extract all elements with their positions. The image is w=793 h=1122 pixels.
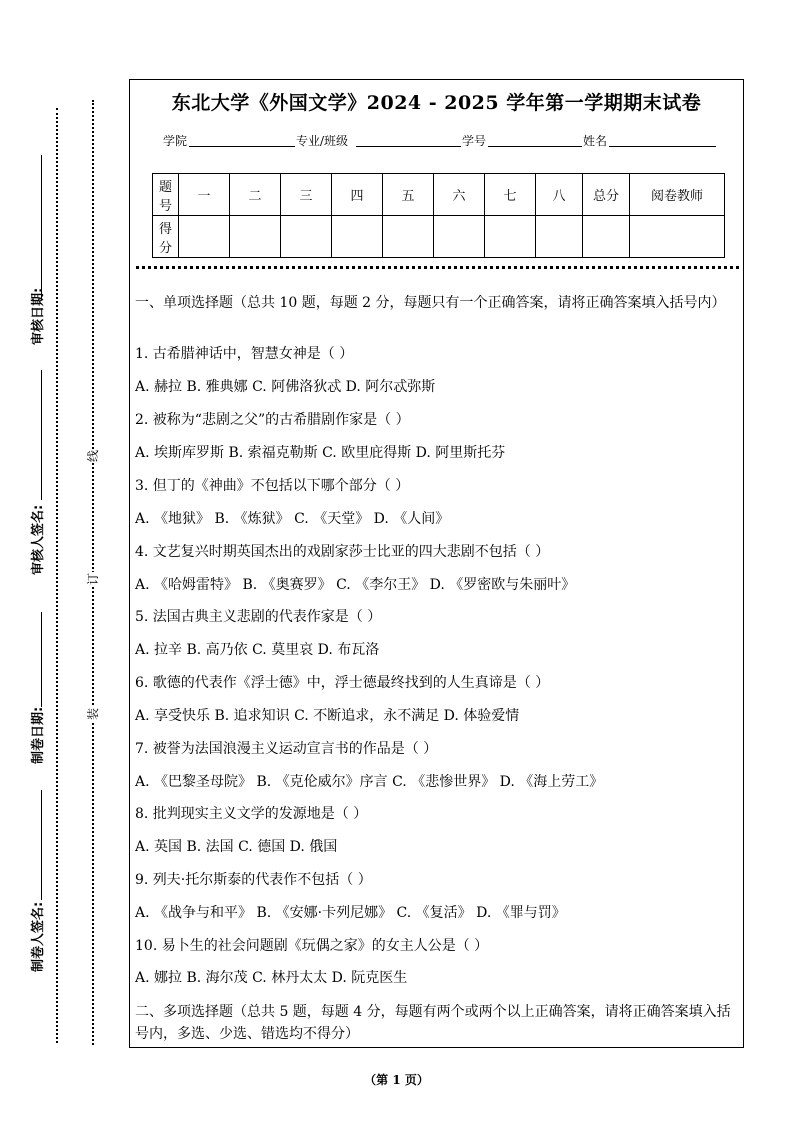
question-4: 4. 文艺复兴时期英国杰出的戏剧家莎士比亚的四大悲剧不包括（ ） xyxy=(135,544,550,560)
page-number: （第 1 页） xyxy=(364,1073,429,1087)
field-name-label: 姓名 xyxy=(583,134,608,148)
field-college-label: 学院 xyxy=(163,134,188,148)
exam-title: 东北大学《外国文学》2024 - 2025 学年第一学期期末试卷 xyxy=(171,92,702,114)
options-5: A. 拉辛 B. 高乃依 C. 莫里哀 D. 布瓦洛 xyxy=(135,642,380,658)
sign-line-make-date xyxy=(41,612,42,707)
sign-line-review-date xyxy=(41,155,42,300)
question-3: 3. 但丁的《神曲》不包括以下哪个部分（ ） xyxy=(135,478,410,494)
score-input-cell[interactable] xyxy=(281,216,332,258)
score-table xyxy=(152,173,725,258)
options-2: A. 埃斯库罗斯 B. 索福克勒斯 C. 欧里庇得斯 D. 阿里斯托芬 xyxy=(135,445,506,461)
score-input-cell[interactable] xyxy=(434,216,485,258)
score-input-cell[interactable] xyxy=(536,216,583,258)
options-10: A. 娜拉 B. 海尔茂 C. 林丹太太 D. 阮克医生 xyxy=(135,970,408,986)
name-blank[interactable] xyxy=(609,146,716,147)
options-4: A. 《哈姆雷特》 B. 《奥赛罗》 C. 《李尔王》 D. 《罗密欧与朱丽叶》 xyxy=(135,577,576,593)
options-8: A. 英国 B. 法国 C. 德国 D. 俄国 xyxy=(135,839,338,855)
binding-char-xian: 线 xyxy=(86,450,100,463)
options-1: A. 赫拉 B. 雅典娜 C. 阿佛洛狄忒 D. 阿尔忒弥斯 xyxy=(135,379,436,395)
score-cell: 三 xyxy=(281,174,332,216)
score-cell: 二 xyxy=(230,174,281,216)
score-cell-total: 总分 xyxy=(583,174,630,216)
options-9: A. 《战争与和平》 B. 《安娜·卡列尼娜》 C. 《复活》 D. 《罪与罚》 xyxy=(135,905,566,921)
maker-signature-label: 制卷人签名: xyxy=(31,901,46,972)
score-cell: 六 xyxy=(434,174,485,216)
header-separator xyxy=(136,266,739,269)
major-blank[interactable] xyxy=(356,146,461,147)
field-major-label: 专业/班级 xyxy=(296,134,349,148)
options-3: A. 《地狱》 B. 《炼狱》 C. 《天堂》 D. 《人间》 xyxy=(135,511,450,527)
college-blank[interactable] xyxy=(189,146,295,147)
score-input-cell[interactable] xyxy=(630,216,725,258)
score-cell: 七 xyxy=(485,174,536,216)
score-input-cell[interactable] xyxy=(383,216,434,258)
section2-heading: 二、多项选择题（总共 5 题，每题 4 分，每题有两个或两个以上正确答案，请将正确答案填入括号内，多选、少选、错选均不得分） xyxy=(135,1004,731,1042)
question-6: 6. 歌德的代表作《浮士德》中，浮士德最终找到的人生真谛是（ ） xyxy=(135,675,550,691)
question-2: 2. 被称为“悲剧之父”的古希腊剧作家是（ ） xyxy=(135,412,410,428)
reviewer-signature-label: 审核人签名: xyxy=(31,504,46,575)
field-id-label: 学号 xyxy=(462,134,487,148)
score-cell: 四 xyxy=(332,174,383,216)
score-input-cell[interactable] xyxy=(332,216,383,258)
score-input-cell[interactable] xyxy=(485,216,536,258)
question-10: 10. 易卜生的社会问题剧《玩偶之家》的女主人公是（ ） xyxy=(135,938,489,954)
binding-char-ding: 订 xyxy=(86,573,100,586)
score-table-score-row xyxy=(153,216,725,258)
binding-dotted-line xyxy=(56,108,58,1043)
review-date-label: 审核日期: xyxy=(31,287,46,345)
question-9: 9. 列夫·托尔斯泰的代表作不包括（ ） xyxy=(135,872,372,888)
section1-heading: 一、单项选择题（总共 10 题，每题 2 分，每题只有一个正确答案，请将正确答案填入括号内） xyxy=(135,295,726,311)
score-table-header-row xyxy=(153,174,725,216)
sign-line-maker xyxy=(41,790,42,900)
score-input-cell[interactable] xyxy=(179,216,230,258)
binding-char-zhuang: 装 xyxy=(86,708,100,721)
id-blank[interactable] xyxy=(488,146,582,147)
make-date-label: 制卷日期: xyxy=(31,706,46,764)
score-row-label: 得分 xyxy=(153,216,179,258)
score-cell: 五 xyxy=(383,174,434,216)
score-input-cell[interactable] xyxy=(583,216,630,258)
options-7: A. 《巴黎圣母院》 B. 《克伦威尔》序言 C. 《悲惨世界》 D. 《海上劳工》 xyxy=(135,774,604,790)
score-cell: 一 xyxy=(179,174,230,216)
question-1: 1. 古希腊神话中，智慧女神是（ ） xyxy=(135,346,354,362)
score-cell-label: 题号 xyxy=(153,174,179,216)
question-8: 8. 批判现实主义文学的发源地是（ ） xyxy=(135,806,368,822)
score-cell: 八 xyxy=(536,174,583,216)
question-5: 5. 法国古典主义悲剧的代表作家是（ ） xyxy=(135,609,382,625)
question-7: 7. 被誉为法国浪漫主义运动宣言书的作品是（ ） xyxy=(135,741,438,757)
score-cell-grader: 阅卷教师 xyxy=(630,174,725,216)
sign-line-reviewer xyxy=(41,370,42,500)
score-input-cell[interactable] xyxy=(230,216,281,258)
options-6: A. 享受快乐 B. 追求知识 C. 不断追求，永不满足 D. 体验爱情 xyxy=(135,708,520,724)
